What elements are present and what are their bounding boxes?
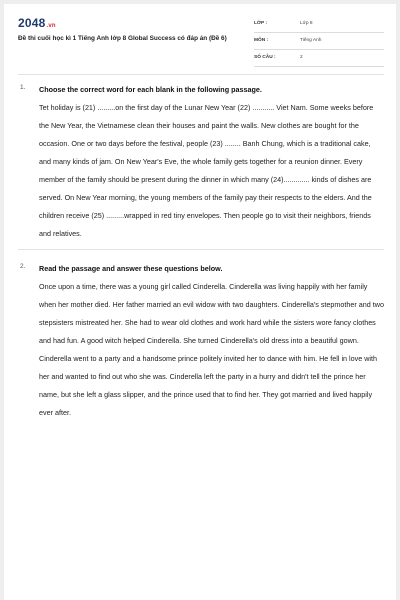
question-heading: Choose the correct word for each blank in the following passage.	[39, 85, 262, 94]
question-body	[39, 84, 384, 243]
site-logo[interactable]	[18, 16, 56, 30]
question-heading: Read the passage and answer these questions below.	[39, 264, 223, 273]
meta-label: SỐ CÂU :	[254, 55, 276, 60]
meta-row-subject	[254, 35, 384, 50]
question-divider	[18, 249, 384, 250]
meta-value: 2	[300, 55, 303, 60]
meta-label: LỚP :	[254, 21, 268, 26]
document-title: Đề thi cuối học kì 1 Tiếng Anh lớp 8 Global Success có đáp án (Đề 6)	[18, 35, 227, 42]
document-header	[18, 16, 384, 66]
meta-value: Lớp 8	[300, 21, 313, 26]
question-number: 2.	[20, 263, 26, 270]
question-number: 1.	[20, 84, 26, 91]
question-body	[39, 263, 384, 422]
meta-row-question-count	[254, 52, 384, 67]
meta-info	[254, 18, 384, 69]
header-divider	[18, 74, 384, 75]
question-passage: Tet holiday is (21) .........on the first day of the Lunar New Year (22) ........... Viet Nam. Some weeks before the New Year, the Vietnamese clean their houses and paint the walls. New clothes are bought for the occasion. One or two days before the festival, people (23) ........ Banh Chung, which is a traditional cake, and many kinds of jam. On New Year's Eve, the whole family gets together for a reunion dinner. Every member of the family should be present during the dinner in which many (24)............. kinds of dishes are served. On New Year morning, the young members of the family pay their respects to the elders. And the children receive (25) .........wrapped in red tiny envelopes. Then people go to visit their neighbors, friends and relatives.	[39, 103, 374, 238]
document-page	[4, 4, 396, 600]
meta-row-class	[254, 18, 384, 33]
meta-value: Tiếng Anh	[300, 38, 322, 43]
question-passage: Once upon a time, there was a young girl called Cinderella. Cinderella was living happily with her family when her mother died. Her father married an evil widow with two daughters. Cinderella's stepmother and two stepsisters mistreated her. She had to wear old clothes and work hard while the sisters wore fancy clothes and had fun. A good witch helped Cinderella. She turned Cinderella's old dress into a beautiful gown. Cinderella went to a party and a handsome prince politely invited her to dance with him. He fell in love with her and wanted to find out who she was. Cinderella left the party in a hurry and didn't tell the prince her name, but she left a glass slipper, and the prince used that to find her. They got married and lived happily ever after.	[39, 282, 384, 417]
logo-tld-text: .vn	[46, 23, 56, 29]
meta-label: MÔN :	[254, 38, 269, 43]
logo-main-text: 2048	[18, 16, 46, 30]
